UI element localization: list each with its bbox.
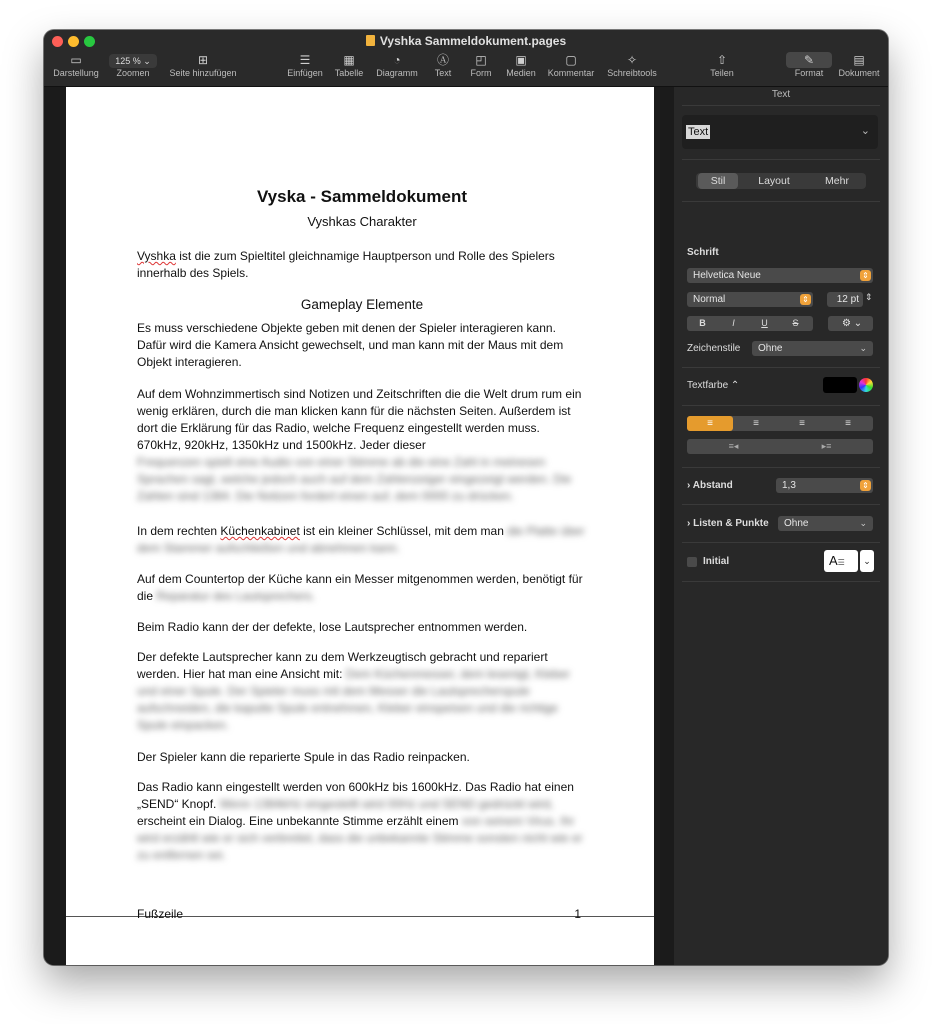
paragraph[interactable] [137, 571, 587, 605]
spacing-disclosure[interactable] [687, 480, 733, 491]
paragraph[interactable] [137, 779, 587, 864]
toolbar-zoom-button[interactable] [106, 52, 160, 84]
toolbar-label: Format [794, 68, 824, 78]
toolbar-table-button[interactable] [330, 52, 368, 84]
italic-button[interactable]: I [732, 318, 735, 328]
divider [682, 201, 880, 202]
indent-buttons [687, 439, 873, 454]
document-title[interactable]: Vyska - Sammeldokument [256, 187, 468, 206]
color-wheel-icon[interactable] [859, 378, 873, 392]
stepper-icon: ⇕ [860, 480, 871, 491]
chevron-down-icon: ⌄ [859, 343, 867, 353]
sidebar-tabs [696, 173, 866, 189]
shape-icon: ◰ [475, 53, 487, 67]
text-color-well[interactable] [823, 377, 857, 393]
stepper-icon: ⇕ [860, 270, 871, 281]
dropcap-style-preview[interactable]: A☰ [824, 550, 858, 572]
bold-button[interactable]: B [699, 318, 706, 328]
redacted-text: Frequenzen spielt eine Audio von einer Stimme ab die eine Zahl in meinesen Sprachen sagt, welche jedoch auch auf dem Zahlenzeiger eingezeigt werden. Die Zahlen sind 1384. Die Notizen fordert einen auf, dem 0000 zu drücken. [137, 455, 572, 503]
lists-label: Listen & Punkte [693, 518, 769, 529]
toolbar-label: Kommentar [547, 68, 595, 78]
stepper-icon: ⇕ [800, 294, 811, 305]
toolbar-media-button[interactable] [502, 52, 540, 84]
section-heading[interactable]: Gameplay Elemente [300, 297, 424, 312]
divider [682, 367, 880, 368]
text-format-buttons [687, 316, 813, 331]
redacted-text: von seinem Virus. Ihr wird erzählt wie er sich verbreitet, dass die unbekannte Stimme sonsten nicht wie er zu entfernen sei. [137, 814, 583, 862]
chevron-down-icon: ⌄ [860, 125, 870, 137]
misspelled-word[interactable]: Küchenkabinet [220, 524, 300, 538]
char-styles-label: Zeichenstile [687, 343, 741, 354]
redacted-text: Wenn 1384kHz eingestellt wird 00Hz und SEND gedrückt wird, [216, 797, 554, 811]
text-color-label[interactable]: Textfarbe ⌃ [687, 380, 740, 391]
misspelled-word[interactable]: Vyshka [137, 249, 176, 263]
underline-button[interactable]: U [761, 318, 768, 328]
add-page-icon: ⊞ [197, 53, 209, 67]
font-family-select[interactable] [687, 268, 873, 283]
toolbar-share-button[interactable] [704, 52, 740, 84]
title-bar [44, 30, 888, 87]
toolbar-document-button[interactable] [836, 52, 882, 84]
toolbar-chart-button[interactable] [372, 52, 422, 84]
chevron-right-icon: › [687, 518, 694, 529]
zoom-icon: 125 % ⌄ [109, 54, 157, 68]
divider [682, 105, 880, 106]
comment-icon: ▢ [565, 53, 577, 67]
redacted-text: Dem Küchenmesser, dem lesenigt, Kleber und einer Spule. Der Spieler muss mit dem Messer die Lautsprecherspule aufschneiden, die kaputte Spule entnehmen, Kleber einspeisen und die richtige Spule einpacken. [137, 667, 570, 732]
text-icon: Ⓐ [436, 53, 449, 67]
share-icon: ⇧ [716, 53, 728, 67]
toolbar-label: Diagramm [376, 68, 418, 78]
canvas-gap [654, 87, 674, 965]
toolbar-insert-button[interactable] [284, 52, 326, 84]
toolbar-shape-button[interactable] [466, 52, 496, 84]
footer-text[interactable]: Fußzeile [137, 907, 184, 921]
font-section-label: Schrift [687, 247, 719, 258]
divider [682, 504, 880, 505]
chevron-right-icon: › [687, 480, 693, 491]
table-icon: ▦ [343, 53, 355, 67]
char-styles-select[interactable] [752, 341, 873, 356]
sidebar-header: Text [771, 89, 791, 100]
strikethrough-button[interactable]: S [792, 318, 799, 328]
toolbar-text-button[interactable] [428, 52, 458, 84]
toolbar-label: Seite hinzufügen [169, 68, 237, 78]
char-styles-value: Ohne [758, 343, 783, 354]
paragraph[interactable] [137, 386, 587, 505]
paragraph-text: In dem rechten [137, 524, 221, 538]
paragraph[interactable]: Es muss verschiedene Objekte geben mit denen der Spieler interagieren kann. Dafür wird die Kamera Ansicht gewechselt, und man kann mit der Maus mit dem Objekt interagieren. [137, 321, 564, 369]
pages-file-icon [366, 35, 375, 46]
media-icon: ▣ [515, 53, 527, 67]
toolbar-label: Schreibtools [607, 68, 657, 78]
tab-style[interactable]: Stil [698, 173, 738, 189]
toolbar-label: Zoomen [116, 68, 150, 78]
paragraph-text: Auf dem Countertop der Küche kann ein Messer mitgenommen werden, benötigt für die [137, 572, 583, 603]
left-gutter [44, 87, 66, 965]
toolbar-label: Teilen [710, 68, 734, 78]
window-title-text: Vyshka Sammeldokument.pages [379, 34, 567, 48]
alignment-buttons [687, 416, 873, 431]
decrease-indent-button[interactable]: ≡◂ [728, 441, 739, 451]
divider [682, 405, 880, 406]
text-lines-icon: ☰ [837, 558, 845, 567]
align-left-button[interactable]: ≡ [687, 416, 733, 431]
document-subtitle[interactable]: Vyshkas Charakter [307, 214, 417, 229]
paragraph-style-selector[interactable] [682, 115, 878, 149]
paragraph[interactable] [137, 523, 587, 557]
paragraph-text: ist ein kleiner Schlüssel, mit dem man [299, 524, 504, 538]
paragraph[interactable]: Der Spieler kann die reparierte Spule in das Radio reinpacken. [137, 750, 470, 764]
chevron-down-icon[interactable]: ⌄ [860, 550, 874, 572]
align-right-button[interactable]: ≡ [799, 418, 805, 429]
paragraph-text: Der defekte Lautsprecher kann zu dem Werkzeugtisch gebracht und repariert werden. Hier hat man eine Ansicht mit: [137, 650, 548, 681]
lists-select[interactable] [778, 516, 873, 531]
font-size-field[interactable] [827, 292, 863, 307]
toolbar-view-button[interactable] [48, 52, 104, 84]
toolbar-label: Text [434, 68, 452, 78]
chart-icon: ◔ [393, 53, 401, 67]
paragraph-text: Auf dem Wohnzimmertisch sind Notizen und Zeitschriften die die Welt drum rum ein wenig erklären, durch die man klicken kann für die nächsten Seiten. Außerdem ist dort die Erklärung für das Radio, welche Frequenz eingestellt werden muss. 670kHz, 920kHz, 1350kHz und 1500kHz. Jeder dieser [137, 387, 582, 452]
divider [682, 159, 880, 160]
lists-disclosure[interactable] [687, 518, 769, 529]
initial-checkbox[interactable] [687, 557, 697, 567]
toolbar-label: Form [470, 68, 492, 78]
sidebar-icon: ▭ [70, 53, 82, 67]
gear-icon: ⚙ ⌄ [842, 318, 863, 329]
spacing-value: 1,3 [782, 480, 796, 491]
paragraph-style-value: Text [688, 126, 709, 138]
paragraph-text: erscheint ein Dialog. Eine unbekannte Stimme erzählt einem [137, 814, 459, 828]
chevron-down-icon: ⌄ [859, 518, 867, 528]
toolbar-format-button[interactable] [786, 52, 832, 84]
writing-tools-icon: ✧ [626, 53, 638, 67]
toolbar-label: Tabelle [334, 68, 364, 78]
font-family-value: Helvetica Neue [693, 270, 761, 281]
paragraph-text: ist die zum Spieltitel gleichnamige Hauptperson und Rolle des Spielers innerhalb des Spiels. [137, 249, 555, 280]
toolbar-writing-tools-button[interactable] [602, 52, 662, 84]
window-title [44, 34, 888, 48]
font-size-stepper-icon[interactable]: ⇕ [865, 292, 873, 302]
toolbar-label: Darstellung [53, 68, 99, 78]
initial-label: Initial [703, 556, 730, 567]
paragraph[interactable]: Beim Radio kann der der defekte, lose Lautsprecher entnommen werden. [137, 620, 528, 634]
increase-indent-button[interactable]: ▸≡ [821, 441, 832, 451]
font-size-value: 12 pt [836, 294, 859, 305]
redacted-text: die Platte über dem Stammer aufschließen und abnehmen kann. [137, 524, 585, 555]
insert-icon: ☰ [299, 53, 311, 67]
spacing-label: Abstand [692, 480, 733, 491]
divider [682, 581, 880, 582]
tab-more[interactable]: Mehr [825, 175, 849, 187]
text-options-button[interactable] [828, 316, 873, 331]
toolbar-label: Einfügen [287, 68, 323, 78]
paragraph-text: Das Radio kann eingestellt werden von 600kHz bis 1600kHz. Das Radio hat einen „SEND“ Knopf. [137, 780, 574, 811]
document-icon: ▤ [853, 53, 865, 67]
toolbar-label: Dokument [838, 68, 880, 78]
pages-window [44, 30, 888, 965]
redacted-text: Reparatur des Lautsprechers. [153, 589, 316, 603]
toolbar-label: Medien [506, 68, 536, 78]
format-sidebar [674, 87, 888, 965]
toolbar-add-page-button[interactable] [164, 52, 242, 84]
paragraph-intro[interactable] [137, 248, 587, 282]
format-icon: ✎ [786, 52, 832, 68]
lists-value: Ohne [784, 518, 809, 529]
paragraph[interactable] [137, 649, 587, 734]
justify-button[interactable]: ≡ [845, 418, 851, 429]
page-number: 1 [574, 907, 581, 921]
divider [682, 467, 880, 468]
toolbar-comment-button[interactable] [544, 52, 598, 84]
font-weight-select[interactable] [687, 292, 813, 307]
divider [682, 542, 880, 543]
font-weight-value: Normal [693, 294, 726, 305]
spacing-select[interactable] [776, 478, 873, 493]
align-center-button[interactable]: ≡ [753, 418, 759, 429]
tab-layout[interactable]: Layout [758, 175, 790, 187]
